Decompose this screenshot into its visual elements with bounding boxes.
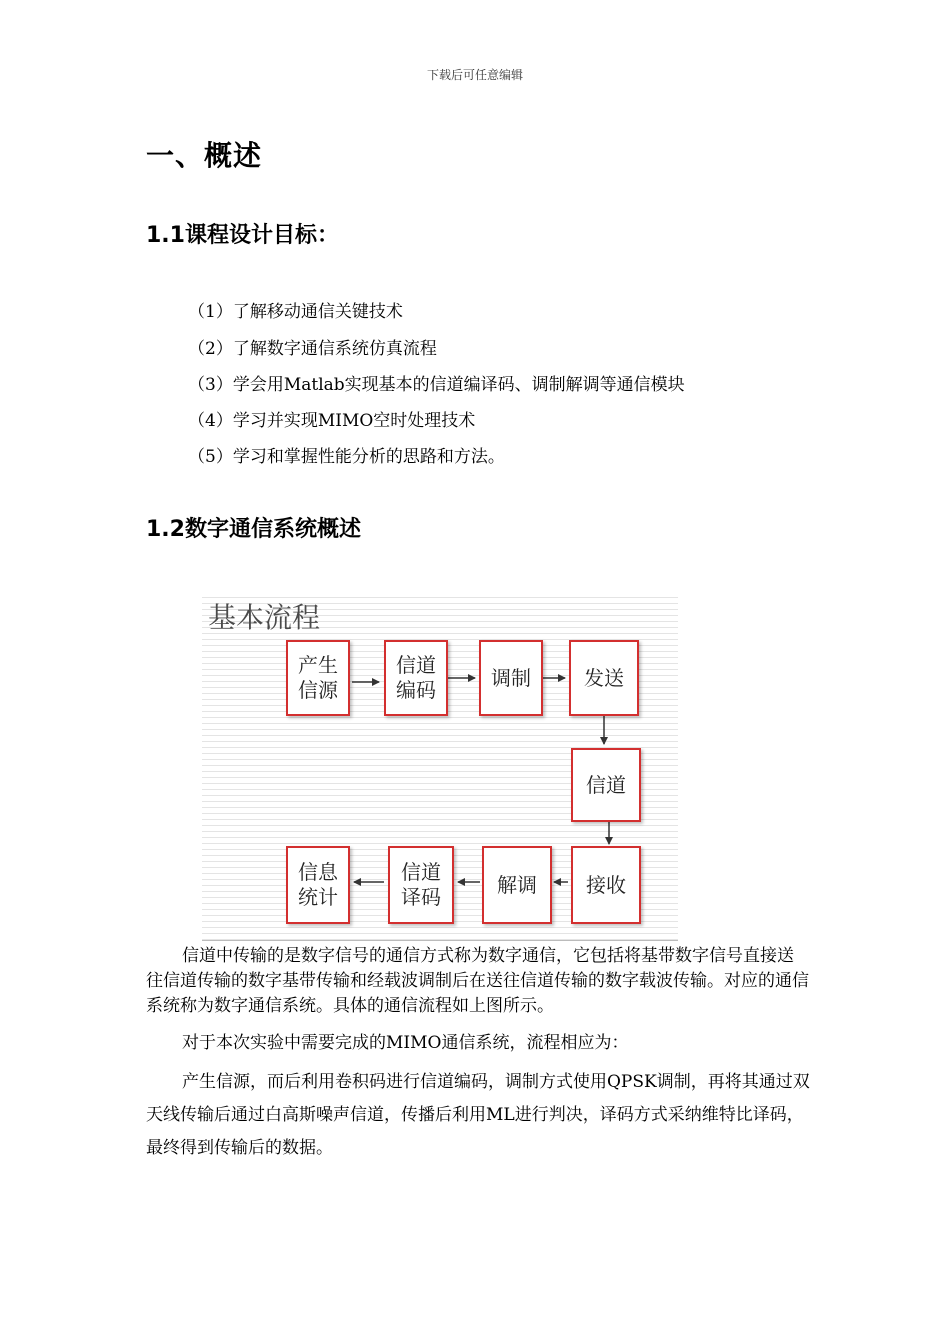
goal-item-3: （3）学会用Matlab实现基本的信道编译码、调制解调等通信模块: [188, 375, 685, 395]
header-watermark: 下载后可任意编辑: [426, 68, 523, 82]
node-demodulate: 解调: [482, 846, 552, 924]
section-title-design-goals: 1.1课程设计目标：: [146, 223, 339, 248]
paragraph-mimo-intro: 对于本次实验中需要完成的MIMO通信系统，流程相应为：: [182, 1033, 629, 1053]
flow-diagram: [202, 592, 678, 941]
node-channel: 信道: [571, 748, 641, 822]
paragraph-mimo-flow: 产生信源，而后利用卷积码进行信道编码，调制方式使用QPSK调制，再将其通过双天线传输后通过白高斯噪声信道，传播后利用ML进行判决，译码方式采纳维特比译码，最终得到传输后的数据。: [146, 1072, 810, 1158]
node-generate-source: 产生 信源: [286, 640, 350, 716]
node-info-statistics: 信息 统计: [286, 846, 350, 924]
node-channel-encode: 信道 编码: [384, 640, 448, 716]
goal-item-1: （1）了解移动通信关键技术: [188, 302, 403, 322]
node-send: 发送: [569, 640, 639, 716]
node-receive: 接收: [571, 846, 641, 924]
paragraph-digital-communication: 信道中传输的是数字信号的通信方式称为数字通信，它包括将基带数字信号直接送往信道传输的数字基带传输和经载波调制后在送往信道传输的数字载波传输。对应的通信系统称为数字通信系统。具体的通信流程如上图所示。: [146, 946, 809, 1016]
diagram-title: 基本流程: [208, 601, 321, 634]
node-channel-decode: 信道 译码: [388, 846, 454, 924]
section-title-overview: 一、概述: [146, 139, 263, 172]
section-title-digital-comm: 1.2数字通信系统概述: [146, 517, 361, 542]
goal-item-4: （4）学习并实现MIMO空时处理技术: [188, 411, 476, 431]
node-modulate: 调制: [479, 640, 543, 716]
goal-item-2: （2）了解数字通信系统仿真流程: [188, 339, 437, 359]
goal-item-5: （5）学习和掌握性能分析的思路和方法。: [188, 447, 505, 467]
